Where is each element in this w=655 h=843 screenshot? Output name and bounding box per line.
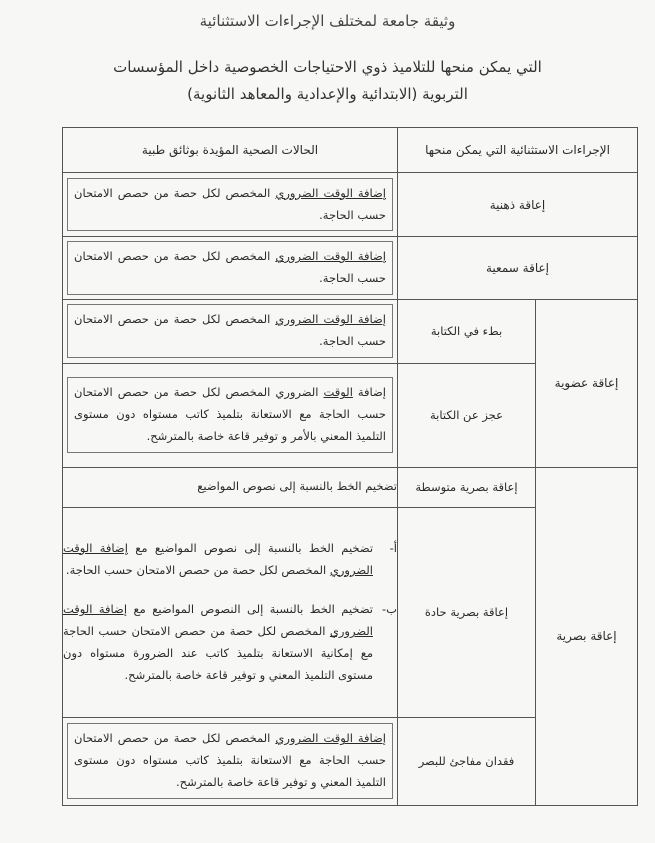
table-header-row	[63, 128, 638, 173]
underlined-text: إضافة الوقت الضروري	[63, 540, 373, 577]
item-marker: أ-	[389, 540, 397, 555]
measure-cell	[63, 173, 398, 237]
category-mental: إعاقة ذهنية	[398, 173, 638, 237]
sub-writing-inability: عجز عن الكتابة	[398, 363, 536, 467]
table-row	[63, 237, 638, 300]
sub-sudden-loss: فقدان مفاجئ للبصر	[398, 717, 536, 805]
measure-text: إضافة الوقت الضروري المخصص لكل حصة من حصص الامتحان حسب الحاجة.	[67, 241, 393, 295]
underlined-text: إضافة الوقت الضروري	[275, 731, 386, 746]
category-organic: إعاقة عضوية	[536, 299, 638, 467]
underlined-text: إضافة الوقت الضروري	[275, 249, 386, 263]
table-row	[63, 299, 638, 363]
header-conditions: الحالات الصحية المؤيدة بوثائق طبية	[63, 128, 398, 173]
document-title: وثيقة جامعة لمختلف الإجراءات الاستثنائية	[199, 12, 456, 30]
list-item: أ- تضخيم الخط بالنسبة إلى نصوص المواضيع مع إضافة الوقت الضروري المخصص لكل حصة من حصص الامتحان حسب الحاجة.	[63, 538, 397, 582]
measure-cell	[63, 237, 398, 300]
document-subtitle-line1: التي يمكن منحها للتلاميذ ذوي الاحتياجات الخصوصية داخل المؤسسات	[113, 58, 542, 76]
measure-text: تضخيم الخط بالنسبة إلى نصوص المواضيع	[197, 479, 397, 494]
measure-text: إضافة الوقت الضروري المخصص لكل حصة من حصص الامتحان حسب الحاجة مع الاستعانة بتلميذ كاتب مستواه دون مستوى التلميذ المعني بالأمر و توفير قاعة خاصة بالمترشح.	[67, 377, 393, 453]
underlined-text: إضافة الوقت الضروري	[275, 312, 386, 327]
underlined-text: إضافة الوقت الضروري	[63, 602, 373, 639]
sub-slow-writing: بطء في الكتابة	[398, 299, 536, 363]
table-row	[63, 173, 638, 237]
header-measures: الإجراءات الاستثنائية التي يمكن منحها	[398, 128, 638, 173]
category-hearing: إعاقة سمعية	[398, 237, 638, 300]
document-subtitle-line2: التربوية (الابتدائية والإعدادية والمعاهد الثانوية)	[187, 85, 468, 103]
list-item: ب- تضخيم الخط بالنسبة إلى النصوص المواضيع مع إضافة الوقت الضروري المخصص لكل حصة من حصص الامتحان حسب الحاجة مع إمكانية الاستعانة بتلميذ كاتب عند الضرورة مستواه دون مستوى التلميذ المعني و توفير قاعة خاصة بالمترشح.	[63, 599, 397, 686]
sub-visual-severe: إعاقة بصرية حادة	[398, 507, 536, 717]
table-row	[63, 467, 638, 507]
measure-text: إضافة الوقت الضروري المخصص لكل حصة من حصص الامتحان حسب الحاجة.	[67, 178, 393, 232]
underlined-text: إضافة الوقت الضروري	[275, 185, 386, 200]
measures-table	[62, 127, 638, 806]
item-marker: ب-	[382, 602, 397, 617]
measure-text: إضافة الوقت الضروري المخصص لكل حصة من حصص الامتحان حسب الحاجة مع الاستعانة بتلميذ كاتب مستواه دون مستوى التلميذ المعني و توفير قاعة خاصة بالمترشح.	[67, 723, 393, 799]
measure-cell	[63, 717, 398, 805]
measure-cell	[63, 363, 398, 467]
category-visual: إعاقة بصرية	[536, 467, 638, 805]
sub-visual-medium: إعاقة بصرية متوسطة	[398, 467, 536, 507]
underlined-text: الوقت	[323, 385, 353, 400]
measure-cell	[63, 507, 398, 717]
measure-cell	[63, 299, 398, 363]
measure-text: إضافة الوقت الضروري المخصص لكل حصة من حصص الامتحان حسب الحاجة.	[67, 304, 393, 358]
measure-cell	[63, 467, 398, 507]
